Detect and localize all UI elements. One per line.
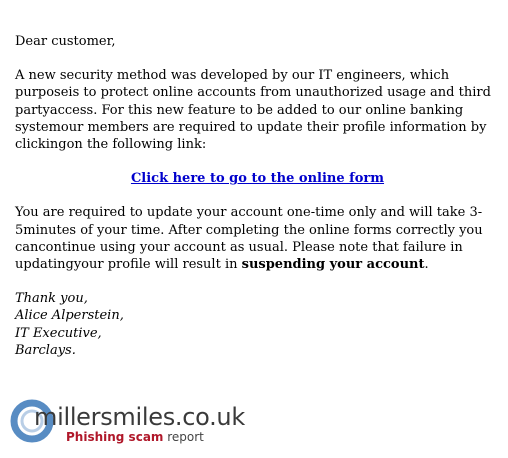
link-line [15, 170, 500, 187]
watermark-brand: millersmiles.co.uk [34, 403, 245, 431]
online-form-link[interactable]: Click here to go to the online form [130, 171, 385, 187]
warning-end: . [424, 257, 429, 273]
signoff-name: Alice Alperstein, [15, 308, 124, 324]
signature [15, 290, 500, 359]
warning-paragraph [15, 204, 500, 273]
warning-text: You are required to update your account one-time only and will take 3-5minutes of your time. After completing the online forms correctly you cancontinue using your account as usual. Please note that failure in updatingyour profile will result in [15, 205, 483, 273]
intro-paragraph: A new security method was developed by our IT engineers, which purposeis to protect online accounts from unauthorized usage and third partyaccess. For this new feature to be added to our online banking systemour members are required to update their profile information by clickingon the following link: [15, 68, 491, 153]
millersmiles-watermark [8, 399, 245, 449]
watermark-tag-grey: report [163, 430, 204, 444]
signoff-title: IT Executive, [15, 325, 102, 341]
signoff-company: Barclays. [15, 342, 76, 358]
email-body [15, 33, 500, 359]
watermark-tag-red: Phishing scam [66, 430, 164, 444]
suspension-warning: suspending your account [241, 257, 425, 273]
watermark-tagline [66, 430, 204, 444]
greeting: Dear customer, [15, 34, 116, 49]
signoff-thanks: Thank you, [15, 291, 88, 307]
